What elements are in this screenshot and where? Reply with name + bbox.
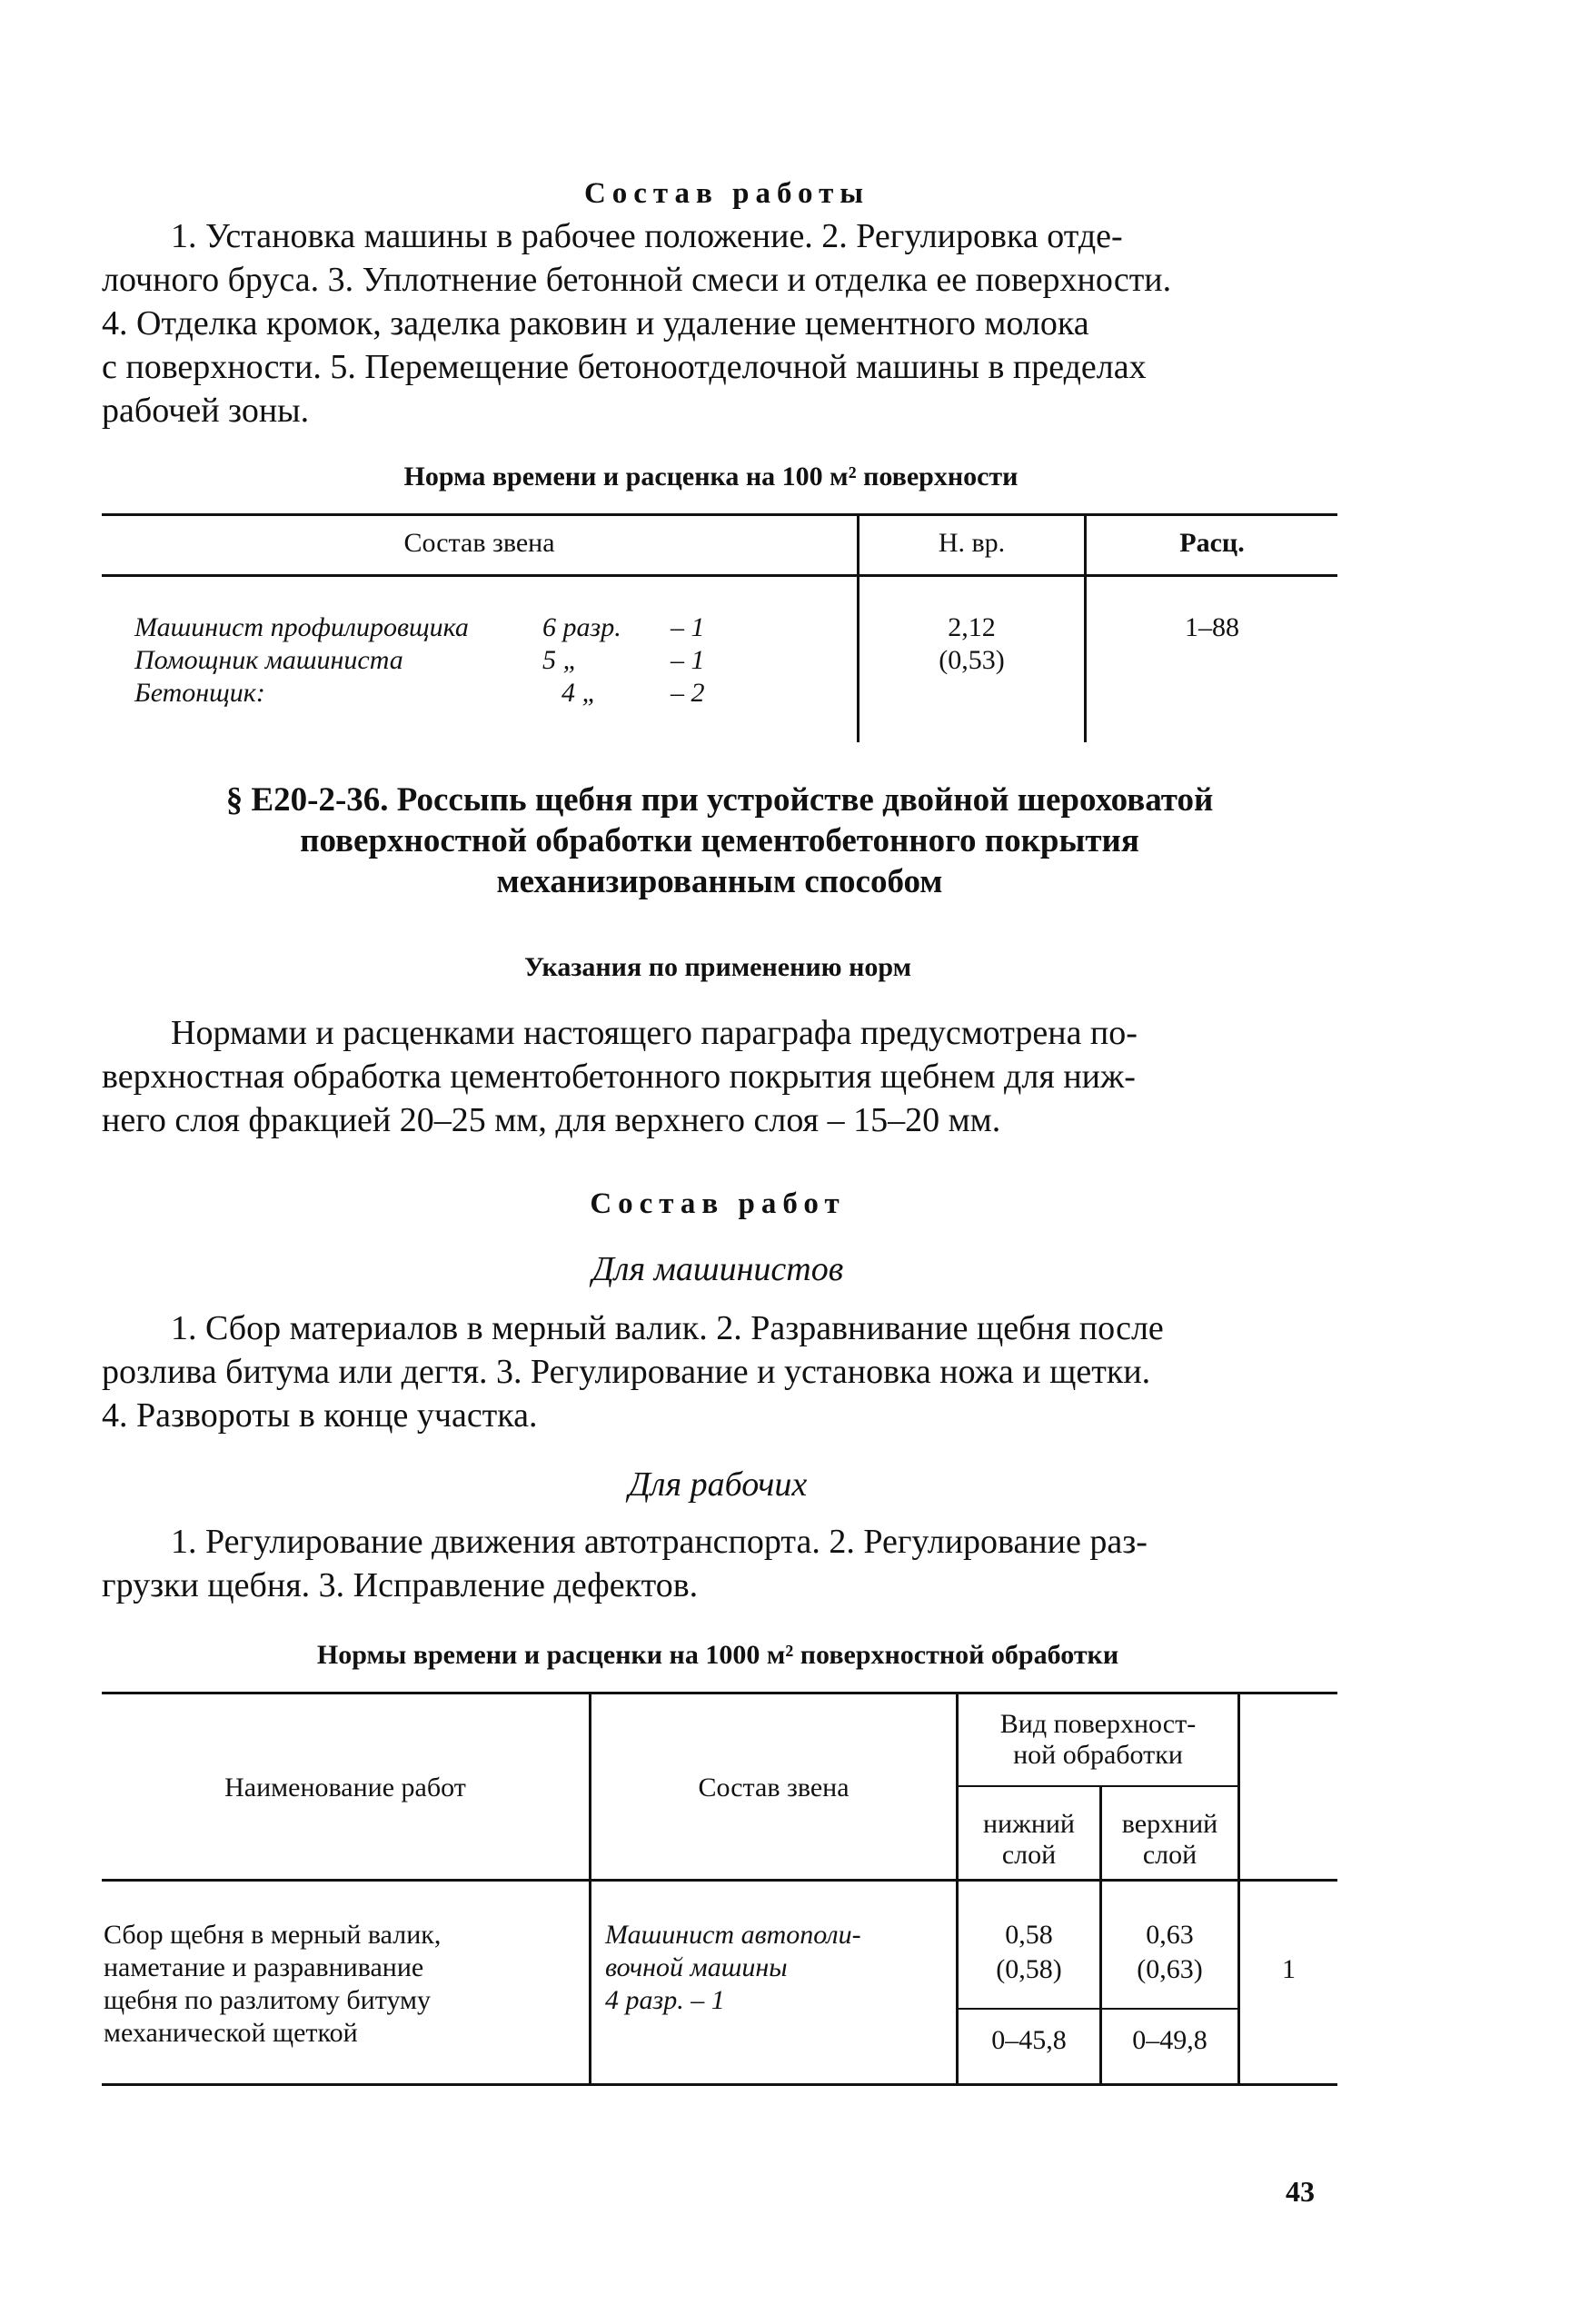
text-line: с поверхности. 5. Перемещение бетоноотделочной машины в пределах <box>102 348 1147 386</box>
lower-norm-sub: (0,58) <box>996 1954 1062 1984</box>
text-line: розлива битума или дегтя. 3. Регулирование и установка ножа и щетки. <box>102 1353 1151 1391</box>
text-line: него слоя фракцией 20–25 мм, для верхнего слоя – 15–20 мм. <box>102 1101 1001 1139</box>
workers-subtitle: Для рабочих <box>628 1465 808 1504</box>
crew-role: Бетонщик: <box>134 678 265 708</box>
text-line: верхностная обработка цементобетонного покрытия щебнем для ниж- <box>102 1058 1136 1096</box>
text-line: 1. Регулирование движения автотранспорта. 2. Регулирование раз- <box>171 1523 1148 1561</box>
crew-grade: 4 „ <box>561 678 598 708</box>
row-number: 1 <box>1282 1954 1296 1984</box>
section-title-works-composition: Состав работ <box>590 1187 846 1220</box>
table2-header-treatment-l1: Вид поверхност- <box>999 1709 1197 1739</box>
text-line: Нормами и расценками настоящего параграфа предусмотрена по- <box>171 1014 1138 1052</box>
text-line: 1. Установка машины в рабочее положение. 2. Регулировка отде- <box>171 217 1123 255</box>
heading-line: поверхностной обработки цементобетонного покрытия <box>300 822 1139 859</box>
heading-line: § Е20-2-36. Россыпь щебня при устройстве двойной шероховатой <box>225 781 1214 819</box>
text-line: лочного бруса. 3. Уплотнение бетонной смеси и отделка ее поверхности. <box>102 261 1172 299</box>
crew-line: 4 разр. – 1 <box>605 1985 725 2015</box>
work-line: наметание и разравнивание <box>104 1952 424 1982</box>
work-composition-text <box>102 214 1337 432</box>
table1-header-rule <box>102 574 1337 577</box>
crew-line: Машинист автополи- <box>605 1920 861 1950</box>
paragraph-heading <box>102 780 1337 902</box>
text-line: 1. Сбор материалов в мерный валик. 2. Разравнивание щебня после <box>171 1309 1164 1347</box>
work-line: механической щеткой <box>104 2018 358 2048</box>
work-line: щебня по разлитому битуму <box>104 1985 432 2015</box>
lower-norm: 0,58 <box>1005 1920 1053 1950</box>
table2-caption: Нормы времени и расценки на 1000 м² поверхностной обработки <box>316 1640 1119 1670</box>
table2-header-lower-l1: нижний <box>982 1809 1075 1839</box>
table2-header-crew: Состав звена <box>698 1773 850 1803</box>
upper-price: 0–49,8 <box>1132 2025 1207 2055</box>
table2-header-lower-l2: слой <box>1001 1840 1057 1870</box>
upper-norm-sub: (0,63) <box>1137 1954 1203 1984</box>
machinists-subtitle: Для машинистов <box>591 1250 844 1288</box>
guidelines-text <box>102 1011 1337 1142</box>
table2-header-treatment-l2: ной обработки <box>1013 1740 1183 1770</box>
work-line: Сбор щебня в мерный валик, <box>104 1920 442 1950</box>
table2-header-work: Наименование работ <box>224 1773 466 1803</box>
section-title-work-composition: Состав работы <box>583 177 870 210</box>
crew-count: – 1 <box>671 645 705 675</box>
table1-price-value: 1–88 <box>1185 612 1239 642</box>
table2-top-rule <box>102 1692 1337 1694</box>
upper-norm: 0,63 <box>1146 1920 1194 1950</box>
workers-text <box>102 1520 1337 1607</box>
text-line: грузки щебня. 3. Исправление дефектов. <box>102 1566 699 1604</box>
text-line: 4. Отделка кромок, заделка раковин и удаление цементного молока <box>102 304 1089 343</box>
crew-count: – 2 <box>671 678 705 708</box>
table2-header-upper-l1: верхний <box>1121 1809 1218 1839</box>
lower-price: 0–45,8 <box>991 2025 1067 2055</box>
table1-norm-value: 2,12 <box>948 612 996 642</box>
table1-header-crew: Состав звена <box>403 528 555 558</box>
table2-divider <box>1237 1692 1240 2083</box>
table2-header-upper-l2: слой <box>1142 1840 1197 1870</box>
table1-norm-sub: (0,53) <box>939 645 1005 675</box>
table1-caption: Норма времени и расценка на 100 м² поверхности <box>403 462 1019 492</box>
machinists-text <box>102 1306 1337 1437</box>
table2-bottom-rule <box>102 2083 1337 2086</box>
table1-top-rule <box>102 513 1337 516</box>
table2-divider <box>589 1692 591 2083</box>
table2-header-rule <box>102 1879 1337 1882</box>
table1-header-price: Расц. <box>1179 528 1245 558</box>
guidelines-title: Указания по применению норм <box>523 952 912 982</box>
crew-role: Машинист профилировщика <box>134 612 469 642</box>
table1-header-norm: Н. вр. <box>938 528 1006 558</box>
text-line: 4. Развороты в конце участка. <box>102 1396 538 1435</box>
text-line: рабочей зоны. <box>102 392 310 430</box>
crew-line: вочной машины <box>605 1952 788 1982</box>
crew-grade: 5 „ <box>542 645 579 675</box>
crew-grade: 6 разр. <box>542 612 621 642</box>
crew-count: – 1 <box>671 612 705 642</box>
heading-line: механизированным способом <box>496 863 943 900</box>
crew-role: Помощник машиниста <box>134 645 403 675</box>
page-number: 43 <box>1286 2175 1315 2208</box>
